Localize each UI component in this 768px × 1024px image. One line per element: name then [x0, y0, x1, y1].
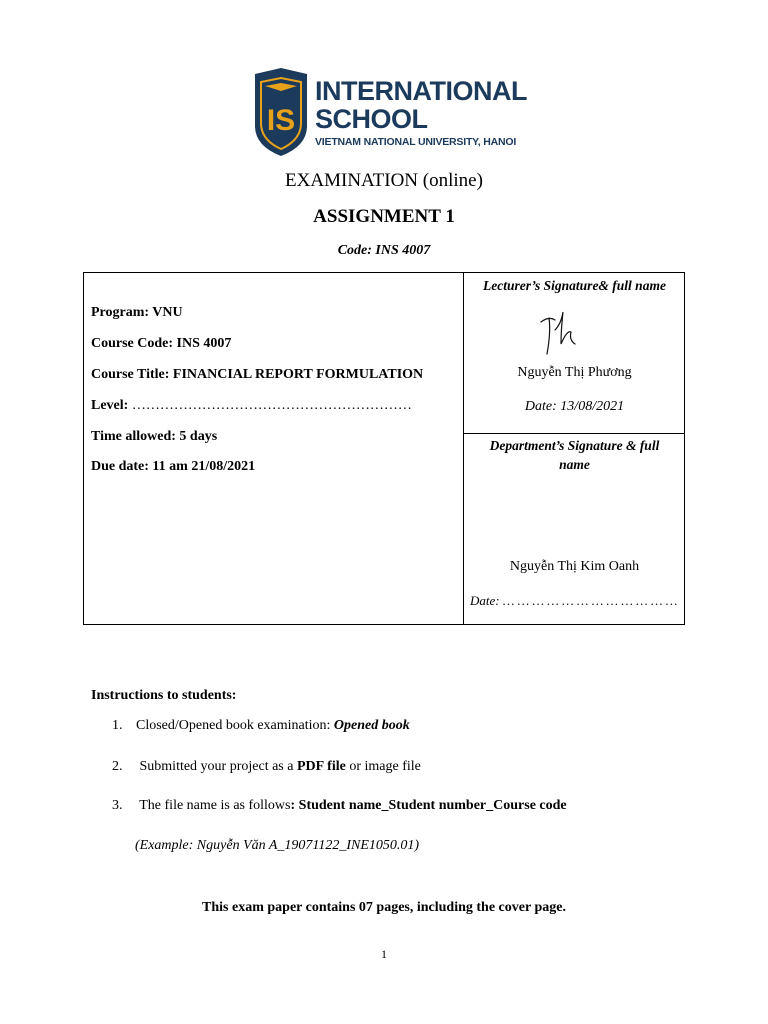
assignment-title: ASSIGNMENT 1 [313, 206, 455, 227]
instruction-item-2 [112, 759, 421, 775]
shield-emblem-icon [251, 68, 311, 158]
item-text-after: or image file [345, 759, 421, 774]
course-code-line: Course Code: INS 4007 [91, 336, 232, 351]
time-allowed-line: Time allowed: 5 days [91, 429, 218, 444]
page-count-note: This exam paper contains 07 pages, including the cover page. [202, 900, 566, 915]
logo-wordmark [315, 78, 527, 148]
item-number: 2. [112, 759, 123, 774]
item-text-before: Submitted your project as a [139, 759, 297, 774]
row-divider [464, 433, 685, 434]
item-number: 3. [112, 798, 123, 813]
department-name: Nguyễn Thị Kim Oanh [509, 559, 640, 574]
filename-example: (Example: Nguyễn Văn A_19071122_INE1050.01) [135, 838, 420, 853]
logo-line-school: SCHOOL [315, 104, 428, 134]
emblem-letters: IS [266, 104, 296, 137]
item-emphasis: Opened book [333, 718, 410, 733]
level-line [91, 398, 412, 414]
exam-info-table [83, 272, 685, 625]
department-date: Date: … … … … … … … … … … … … [470, 593, 678, 608]
department-heading-line1: Department’s Signature & full [489, 438, 660, 453]
lecturer-date: Date: 13/08/2021 [524, 399, 625, 414]
lecturer-signature-heading: Lecturer’s Signature& full name [483, 278, 666, 293]
item-text: Closed/Opened book examination: [136, 718, 334, 733]
item-number: 1. [112, 718, 123, 733]
lecturer-name: Nguyễn Thị Phương [517, 365, 632, 380]
instruction-item-3 [112, 798, 567, 814]
exam-code: Code: INS 4007 [337, 243, 431, 258]
department-heading-line2: name [559, 457, 590, 472]
lecturer-signature [539, 310, 579, 358]
level-label: Level: [91, 398, 132, 413]
item-bold: PDF file [296, 759, 346, 774]
level-value: …………………………………………………… [131, 398, 412, 413]
logo-line-international: INTERNATIONAL [315, 76, 527, 106]
page-number: 1 [381, 947, 387, 961]
department-signature-heading [464, 436, 685, 474]
logo-line-university: VIETNAM NATIONAL UNIVERSITY, HANOI [315, 136, 517, 148]
course-title-line: Course Title: FINANCIAL REPORT FORMULATION [91, 367, 424, 382]
instructions-title: Instructions to students: [91, 688, 237, 703]
item-bold: : Student name_Student number_Course code [290, 798, 567, 813]
program-line: Program: VNU [91, 305, 183, 320]
item-text: The file name is as follows [139, 798, 291, 813]
instruction-item-1 [112, 718, 410, 734]
due-date-line: Due date: 11 am 21/08/2021 [91, 459, 256, 474]
exam-title: EXAMINATION (online) [285, 170, 483, 191]
school-logo [251, 68, 526, 158]
